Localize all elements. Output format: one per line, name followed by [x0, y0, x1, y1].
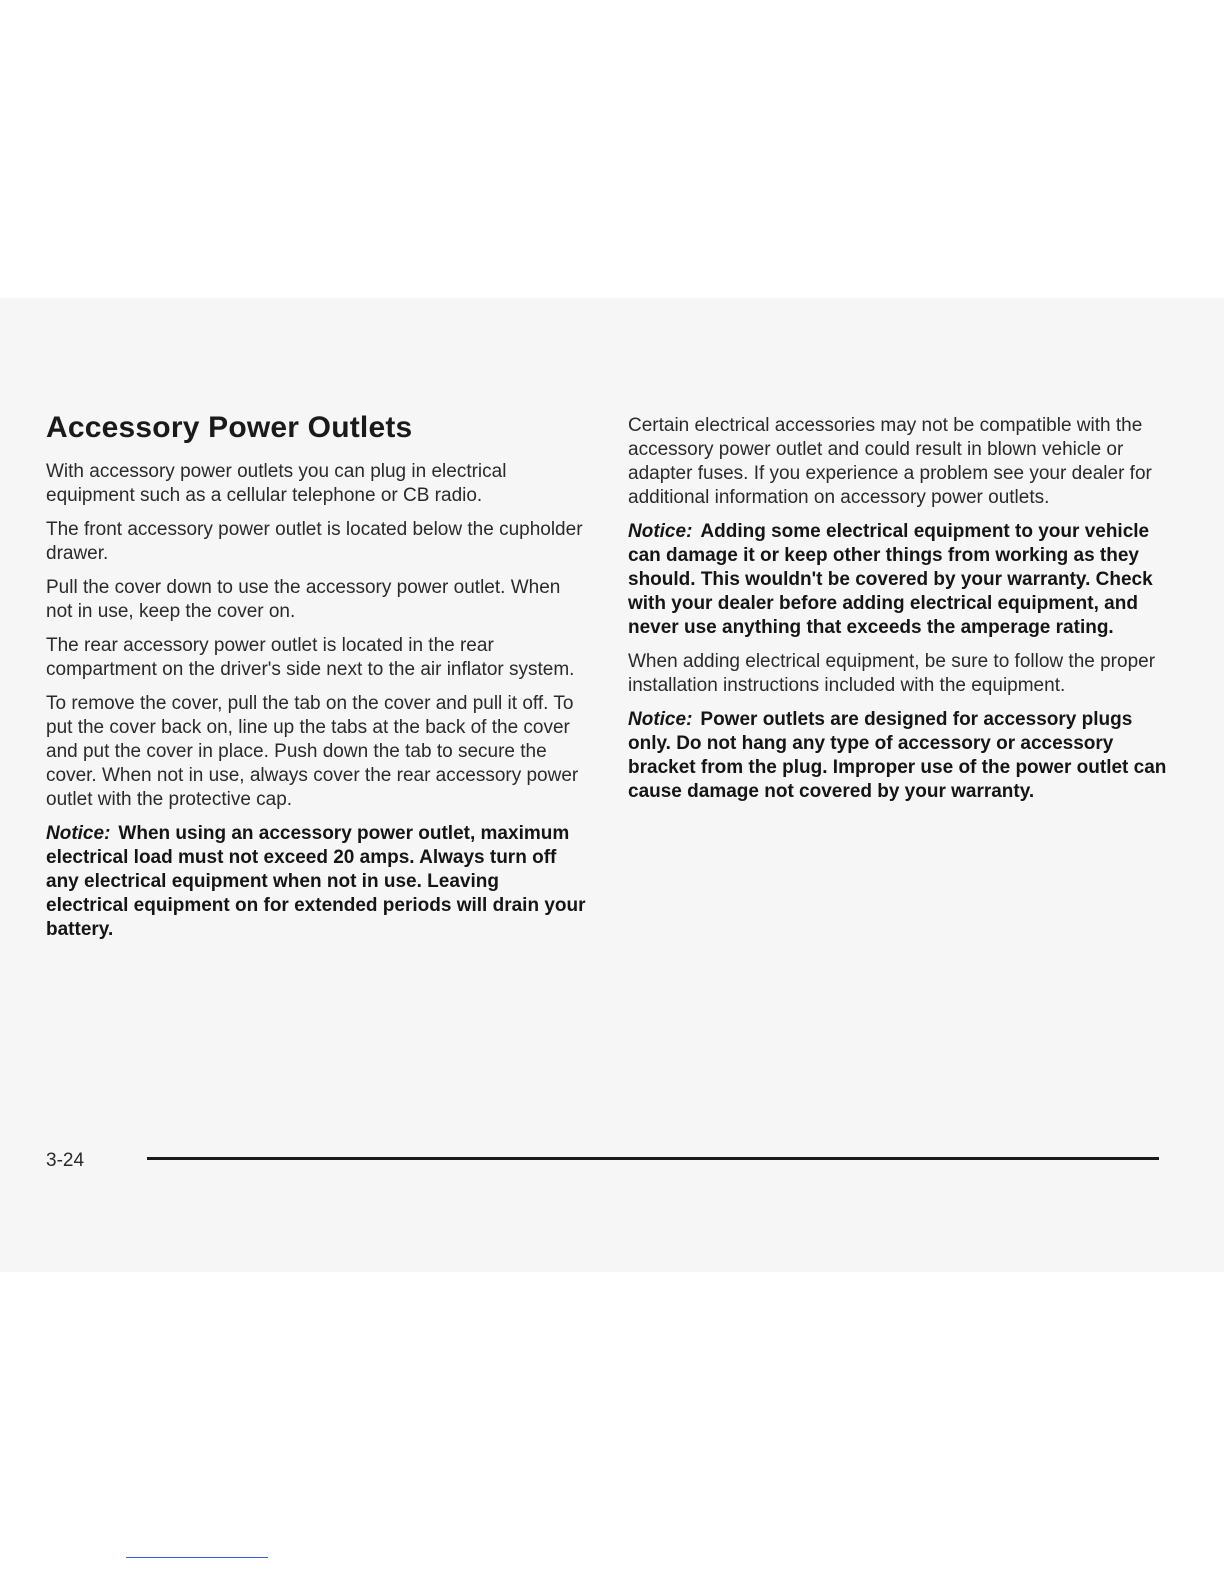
page-number: 3-24 — [46, 1150, 85, 1171]
notice-label: Notice: — [628, 521, 693, 542]
paragraph-front-outlet: The front accessory power outlet is located below the cupholder drawer. — [46, 519, 583, 564]
notice-text: Power outlets are designed for accessory plugs only. Do not hang any type of accessory or accessory bracket from the plug. Improper use of the power outlet can cause damage not covered by your warranty. — [628, 709, 1167, 802]
bottom-underline — [126, 1557, 268, 1558]
notice-plugs — [628, 708, 1168, 804]
paragraph-rear-outlet: The rear accessory power outlet is located in the rear compartment on the driver's side next to the air inflator system. — [46, 635, 575, 680]
notice-text: Adding some electrical equipment to your vehicle can damage it or keep other things from working as they should. This wouldn't be covered by your warranty. Check with your dealer before adding electrical equipment, and never use anything that exceeds the amperage rating. — [628, 521, 1153, 638]
paragraph-remove-cover: To remove the cover, pull the tab on the cover and pull it off. To put the cover back on, line up the tabs at the back of the cover and put the cover in place. Push down the tab to secure the cover. When not in use, always cover the rear accessory power outlet with the protective cap. — [46, 693, 579, 810]
left-column — [46, 410, 586, 952]
paragraph-intro: With accessory power outlets you can plug in electrical equipment such as a cellular telephone or CB radio. — [46, 461, 507, 506]
paragraph-cover-use: Pull the cover down to use the accessory power outlet. When not in use, keep the cover on. — [46, 577, 561, 622]
notice-load — [46, 822, 586, 942]
right-column — [628, 414, 1168, 814]
notice-warranty — [628, 520, 1168, 640]
paragraph-compatibility: Certain electrical accessories may not be compatible with the accessory power outlet and could result in blown vehicle or adapter fuses. If you experience a problem see your dealer for additional information on accessory power outlets. — [628, 415, 1152, 508]
paragraph-installation: When adding electrical equipment, be sure to follow the proper installation instructions included with the equipment. — [628, 651, 1156, 696]
footer-rule — [147, 1157, 1159, 1160]
notice-label: Notice: — [628, 709, 693, 730]
notice-label: Notice: — [46, 823, 111, 844]
notice-text: When using an accessory power outlet, maximum electrical load must not exceed 20 amps. Always turn off any electrical equipment when not in use. Leaving electrical equipment on for extended periods will drain your battery. — [46, 823, 586, 940]
section-heading: Accessory Power Outlets — [46, 411, 413, 444]
